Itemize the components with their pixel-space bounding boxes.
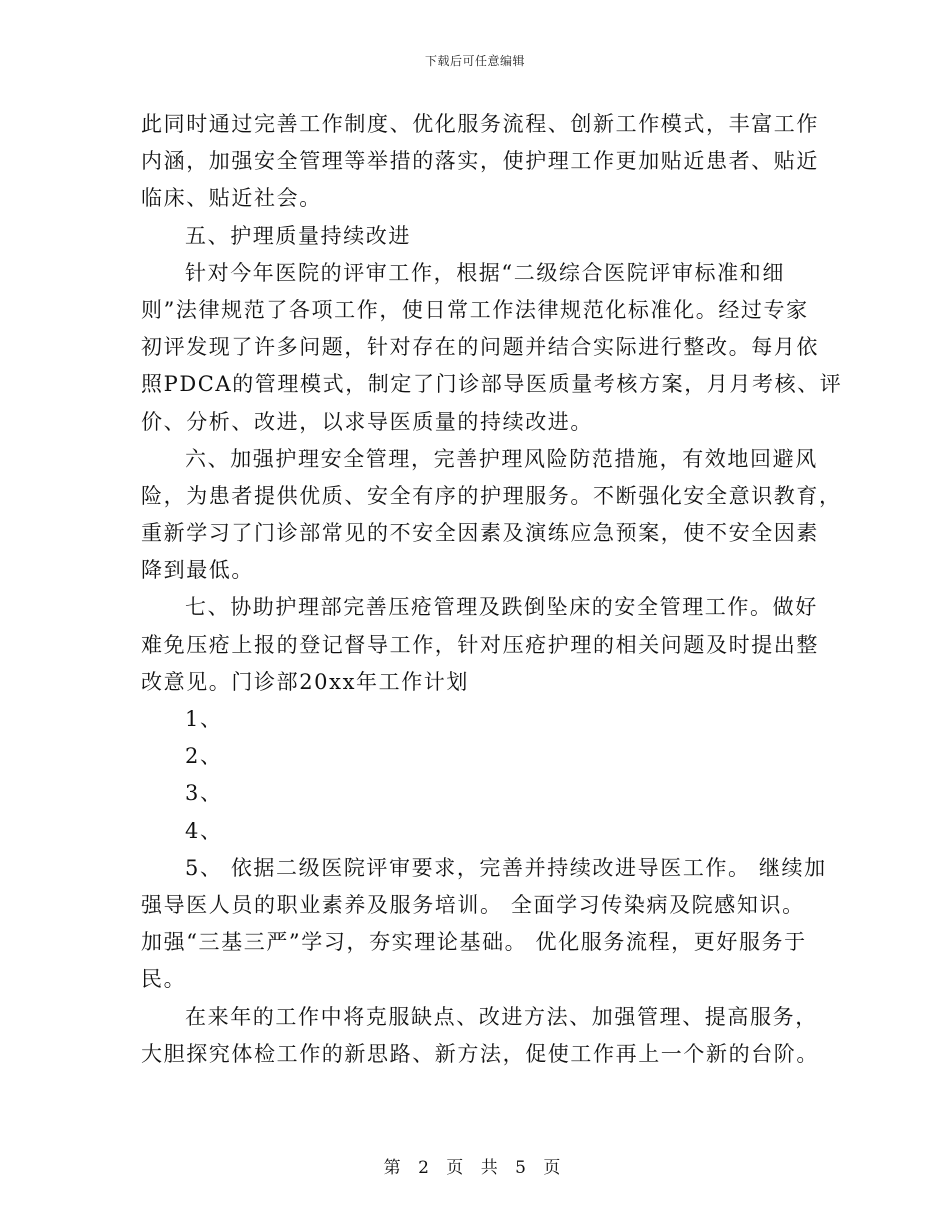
text-line: 内涵，加强安全管理等举措的落实，使护理工作更加贴近患者、贴近	[141, 149, 819, 174]
text-line: 六、加强护理安全管理，完善护理风险防范措施，有效地回避风	[185, 446, 818, 471]
page-number: 第 2 页 共 5 页	[383, 1158, 567, 1178]
text-line: 降到最低。	[141, 558, 254, 583]
list-item: 5、 依据二级医院评审要求，完善并持续改进导医工作。 继续加	[185, 855, 827, 880]
document-body	[141, 106, 843, 1073]
list-item: 4、	[185, 818, 223, 843]
page-header: 下载后可任意编辑	[424, 54, 525, 68]
text-line: 临床、贴近社会。	[141, 186, 322, 211]
text-line: 七、协助护理部完善压疮管理及跌倒坠床的安全管理工作。做好	[185, 595, 818, 620]
text-line: 改意见。门诊部20xx年工作计划	[141, 669, 470, 694]
text-line: 险，为患者提供优质、安全有序的护理服务。不断强化安全意识教育，	[141, 483, 842, 508]
text-line: 强导医人员的职业素养及服务培训。 全面学习传染病及院感知识。	[141, 892, 805, 917]
text-line: 此同时通过完善工作制度、优化服务流程、创新工作模式，丰富工作	[141, 112, 819, 136]
list-item: 3、	[185, 781, 223, 806]
section-heading: 五、护理质量持续改进	[185, 223, 411, 248]
text-line: 在来年的工作中将克服缺点、改进方法、加强管理、提高服务，	[185, 1004, 818, 1029]
text-line: 价、分析、改进，以求导医质量的持续改进。	[141, 409, 593, 434]
text-line: 照PDCA的管理模式，制定了门诊部导医质量考核方案，月月考核、评	[141, 372, 843, 397]
text-line: 难免压疮上报的登记督导工作，针对压疮护理的相关问题及时提出整	[141, 632, 819, 657]
text-line: 则”法律规范了各项工作，使日常工作法律规范化标准化。经过专家	[141, 297, 809, 322]
list-item: 1、	[185, 707, 223, 731]
text-line: 重新学习了门诊部常见的不安全因素及演练应急预案，使不安全因素	[141, 521, 819, 546]
list-item: 2、	[185, 744, 223, 769]
text-line: 加强“三基三严”学习，夯实理论基础。 优化服务流程，更好服务于	[141, 930, 807, 955]
text-line: 大胆探究体检工作的新思路、新方法，促使工作再上一个新的台阶。	[141, 1041, 819, 1066]
text-line: 针对今年医院的评审工作，根据“二级综合医院评审标准和细	[185, 260, 785, 285]
text-line: 初评发现了许多问题，针对存在的问题并结合实际进行整改。每月依	[141, 335, 819, 360]
text-line: 民。	[141, 967, 187, 992]
